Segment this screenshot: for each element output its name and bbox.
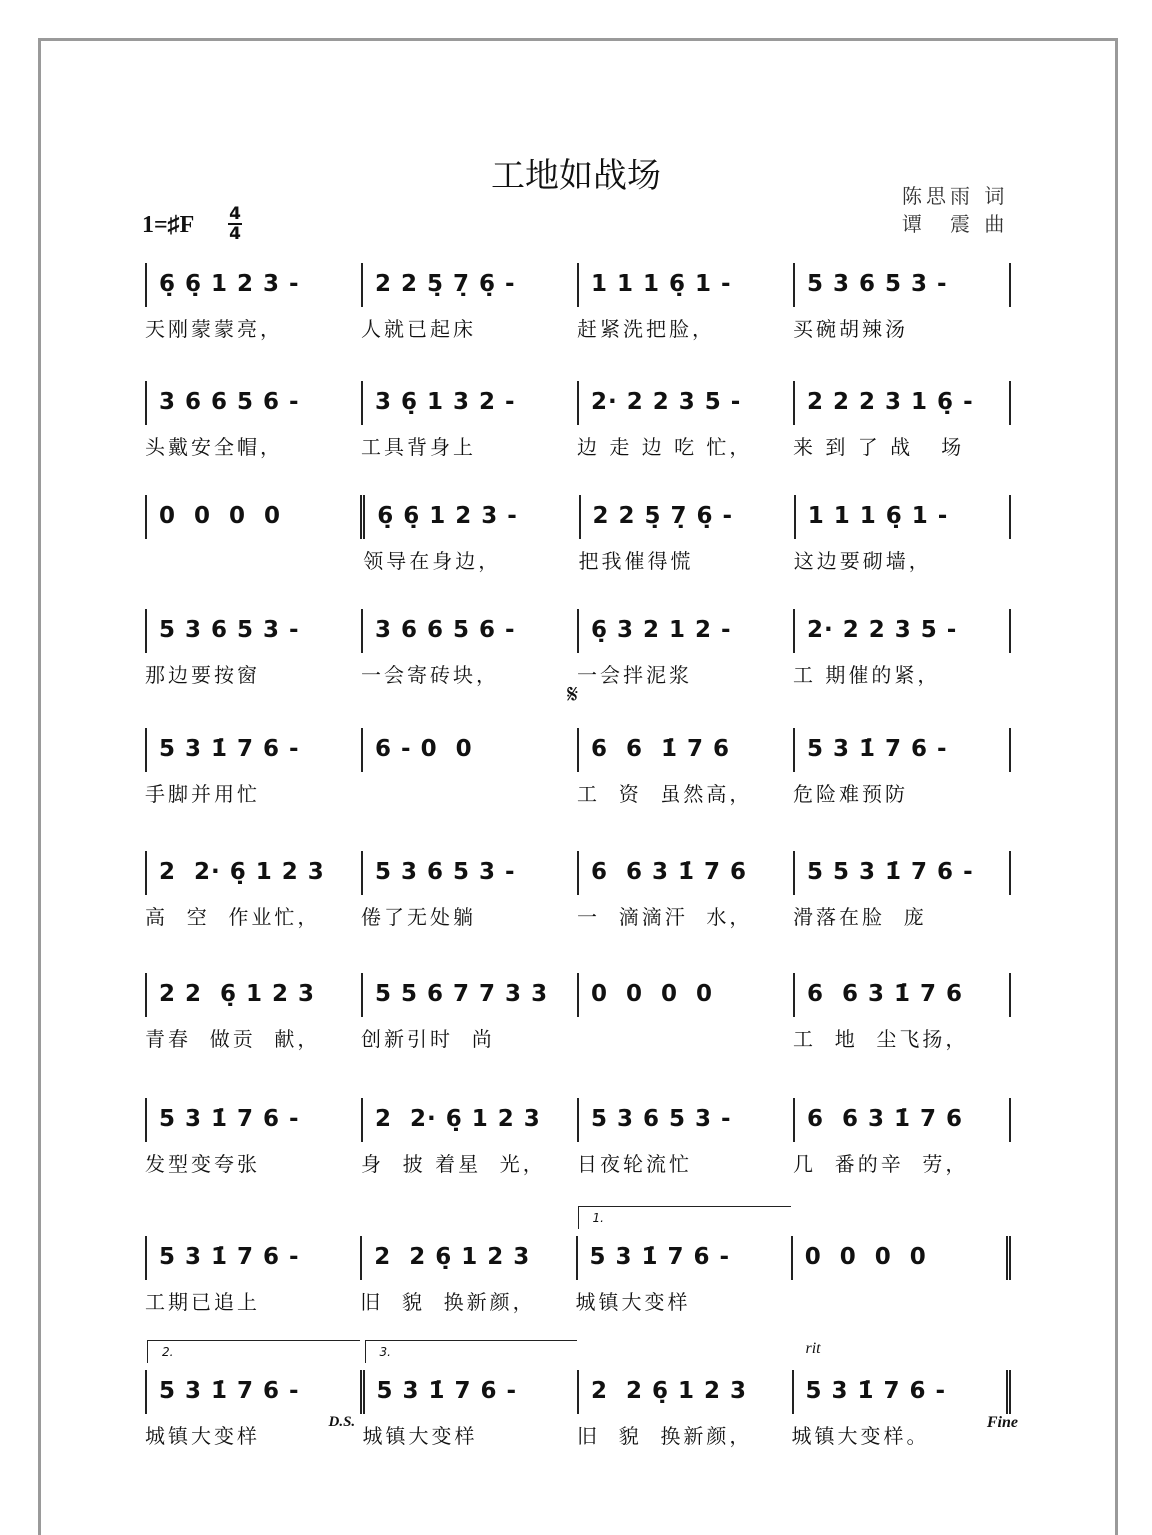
measure-notes: 2 2 6̣ 1 2 3 xyxy=(591,1378,748,1404)
measure xyxy=(145,609,361,687)
measure-notes: 5 3 1̇ 7 6 - xyxy=(159,736,300,762)
song-title: 工地如战场 xyxy=(491,156,661,196)
measure-lyric: 旧 貌 换新颜， xyxy=(360,1290,536,1314)
measure-notes: 1 1 1 6̣ 1 - xyxy=(807,503,949,529)
measure-notes: 6 - 0 0 xyxy=(375,736,473,762)
measure xyxy=(328,1345,578,1448)
measure xyxy=(361,851,577,929)
measure xyxy=(577,263,793,341)
measure-lyric: 城镇大变样 xyxy=(362,1424,478,1448)
measure xyxy=(793,1098,1011,1176)
measure-lyric: 头戴安全帽， xyxy=(145,435,283,459)
measure-lyric: 倦了无处躺 xyxy=(361,905,476,929)
measure-lyric: 青春 做贡 献， xyxy=(145,1027,321,1051)
measure-notes: 2 2· 6̣ 1 2 3 xyxy=(375,1106,541,1132)
measure xyxy=(145,1098,361,1176)
volta-number: 3. xyxy=(379,1345,391,1359)
measure xyxy=(793,263,1011,341)
measure-lyric: 买碗胡辣汤 xyxy=(793,317,908,341)
measure-lyric: 滑落在脸 庞 xyxy=(793,905,927,929)
measure-notes: 2· 2 2 3 5 - xyxy=(591,389,742,415)
measure-notes: 6̣ 3 2 1 2 - xyxy=(591,617,732,643)
measure-notes: 5 3 1̇ 7 6 - xyxy=(589,1244,731,1270)
score-line xyxy=(145,609,1011,687)
measure-notes: 5 3 1̇ 7 6 - xyxy=(159,1106,300,1132)
measure-notes: 5 3 1̇ 7 6 - xyxy=(805,1378,947,1404)
measure xyxy=(793,381,1011,459)
meter-top: 4 xyxy=(229,204,241,224)
measure xyxy=(791,1236,1011,1280)
measure xyxy=(361,609,577,687)
measure-lyric: 工期已追上 xyxy=(145,1290,260,1314)
measure-notes: 3 6̣ 1 3 2 - xyxy=(375,389,516,415)
measure-notes: 2 2· 6̣ 1 2 3 xyxy=(159,859,325,885)
measure xyxy=(145,263,361,341)
segno-sign: 𝄋 xyxy=(567,680,579,710)
measure xyxy=(793,851,1011,929)
measure-notes: 2· 2 2 3 5 - xyxy=(807,617,958,643)
measure xyxy=(577,973,793,1017)
measure-lyric: 发型变夸张 xyxy=(145,1152,260,1176)
measure-lyric: 领导在身边， xyxy=(363,549,502,573)
measure-lyric: 危险难预防 xyxy=(793,782,908,806)
measure-lyric: 这边要砌墙， xyxy=(793,549,932,573)
measure xyxy=(578,495,794,573)
measure xyxy=(793,495,1011,573)
measure xyxy=(575,1211,791,1314)
measure xyxy=(145,1236,360,1314)
measure-notes: 2 2 6̣ 1 2 3 xyxy=(159,981,316,1007)
meter-bottom: 4 xyxy=(229,224,241,244)
measure xyxy=(145,851,361,929)
measure xyxy=(145,973,361,1051)
measure xyxy=(577,1370,792,1448)
measure-notes: 2 2 5̣ 7̣ 6̣ - xyxy=(375,271,516,297)
measure-lyric: 工 地 尘飞扬， xyxy=(793,1027,969,1051)
measure xyxy=(361,1098,577,1176)
measure-lyric: 那边要按窗 xyxy=(145,663,260,687)
measure-notes: 2 2 6̣ 1 2 3 xyxy=(374,1244,531,1270)
lyricist-credit: 陈思雨 词 xyxy=(902,184,1009,208)
score-line xyxy=(145,1211,1011,1314)
measure-notes: 0 0 0 0 xyxy=(159,503,282,529)
measure-lyric: 天刚蒙蒙亮， xyxy=(145,317,283,341)
ritardando-mark: rit xyxy=(805,1340,821,1357)
measure xyxy=(577,381,793,459)
measure-notes: 2 2 5̣ 7̣ 6̣ - xyxy=(592,503,734,529)
measure-notes: 5 3 1̇ 7 6 - xyxy=(159,1378,300,1404)
measure-lyric: 几 番的辛 劳， xyxy=(793,1152,969,1176)
measure-lyric: 把我催得慌 xyxy=(578,549,694,573)
measure-notes: 0 0 0 0 xyxy=(804,1244,927,1270)
measure-lyric: 城镇大变样 xyxy=(145,1424,260,1448)
measure-lyric: 来 到 了 战 场 xyxy=(793,435,965,459)
measure-lyric: 工 资 虽然高， xyxy=(577,782,753,806)
measure xyxy=(793,609,1011,687)
measure-notes: 5 3 1̇ 7 6 - xyxy=(159,1244,300,1270)
measure-lyric: 一 滴滴汗 水， xyxy=(577,905,753,929)
measure xyxy=(145,381,361,459)
measure-notes: 2 2 2 3 1 6̣ - xyxy=(807,389,974,415)
measure-lyric: 边 走 边 吃 忙， xyxy=(577,435,753,459)
measure-notes: 6̣ 6̣ 1 2 3 - xyxy=(159,271,300,297)
measure-lyric: 一会拌泥浆 xyxy=(577,663,692,687)
measure-notes: 3 6 6 5 6 - xyxy=(375,617,516,643)
volta-number: 1. xyxy=(592,1211,604,1225)
measure-lyric: 旧 貌 换新颜， xyxy=(577,1424,753,1448)
measure xyxy=(361,381,577,459)
measure-notes: 5 3 1̇ 7 6 - xyxy=(807,736,948,762)
measure xyxy=(577,851,793,929)
measure-notes: 6 6 3 1̇ 7 6 xyxy=(591,859,748,885)
measure-notes: 6 6 3 1̇ 7 6 xyxy=(807,1106,964,1132)
measure xyxy=(361,728,577,772)
measure-lyric: 城镇大变样 xyxy=(575,1290,691,1314)
fine-mark: Fine xyxy=(986,1414,1018,1431)
measure-notes: 5 3 1̇ 7 6 - xyxy=(376,1378,518,1404)
measure-notes: 6 6 1̇ 7 6 xyxy=(591,736,731,762)
measure xyxy=(577,609,793,687)
measure-notes: 0 0 0 0 xyxy=(591,981,714,1007)
score-line xyxy=(145,381,1011,459)
measure-notes: 5 3 6 5 3 - xyxy=(375,859,516,885)
measure xyxy=(793,728,1011,806)
measure-notes: 5 5 6 7 7 3 3 xyxy=(375,981,549,1007)
measure-lyric: 人就已起床 xyxy=(361,317,476,341)
time-signature xyxy=(228,206,242,242)
measure-lyric: 创新引时 尚 xyxy=(361,1027,495,1051)
score-line xyxy=(145,495,1011,573)
volta-bracket xyxy=(365,1340,578,1363)
measure-lyric: 身 披 着星 光， xyxy=(361,1152,546,1176)
measure-lyric: 日夜轮流忙 xyxy=(577,1152,692,1176)
score-line xyxy=(145,973,1011,1051)
measure xyxy=(361,973,577,1051)
score-line xyxy=(145,1098,1011,1176)
dal-segno-mark: D.S. xyxy=(328,1414,356,1430)
volta-bracket xyxy=(147,1340,360,1363)
measure-lyric: 城镇大变样。 xyxy=(791,1424,930,1448)
score-line xyxy=(145,851,1011,929)
measure xyxy=(361,263,577,341)
score-line xyxy=(145,1340,1018,1448)
measure xyxy=(791,1340,1018,1448)
composer-credit: 谭 震 曲 xyxy=(902,212,1009,236)
measure-notes: 5 3 6 5 3 - xyxy=(159,617,300,643)
measure-lyric: 赶紧洗把脸， xyxy=(577,317,715,341)
measure xyxy=(567,680,793,806)
measure-notes: 5 3 6 5 3 - xyxy=(807,271,948,297)
measure-notes: 6̣ 6̣ 1 2 3 - xyxy=(377,503,518,529)
measure xyxy=(145,728,361,806)
measure xyxy=(577,1098,793,1176)
measure-notes: 5 5 3 1̇ 7 6 - xyxy=(807,859,974,885)
measure xyxy=(360,1236,575,1314)
measure-lyric: 手脚并用忙 xyxy=(145,782,260,806)
measure-notes: 3 6 6 5 6 - xyxy=(159,389,300,415)
key-signature: 1=♯F xyxy=(142,212,195,238)
score-line xyxy=(145,680,1011,806)
measure-lyric: 一会寄砖块， xyxy=(361,663,499,687)
volta-bracket xyxy=(578,1206,791,1229)
measure-notes: 6 6 3 1̇ 7 6 xyxy=(807,981,964,1007)
measure-notes: 5 3 6 5 3 - xyxy=(591,1106,732,1132)
measure-notes: 1 1 1 6̣ 1 - xyxy=(591,271,732,297)
measure-lyric: 高 空 作业忙， xyxy=(145,905,321,929)
measure xyxy=(360,495,578,573)
measure xyxy=(145,495,360,539)
measure-lyric: 工具背身上 xyxy=(361,435,476,459)
measure-lyric: 工 期催的紧， xyxy=(793,663,941,687)
measure xyxy=(793,973,1011,1051)
score-line xyxy=(145,263,1011,341)
volta-number: 2. xyxy=(162,1345,174,1359)
